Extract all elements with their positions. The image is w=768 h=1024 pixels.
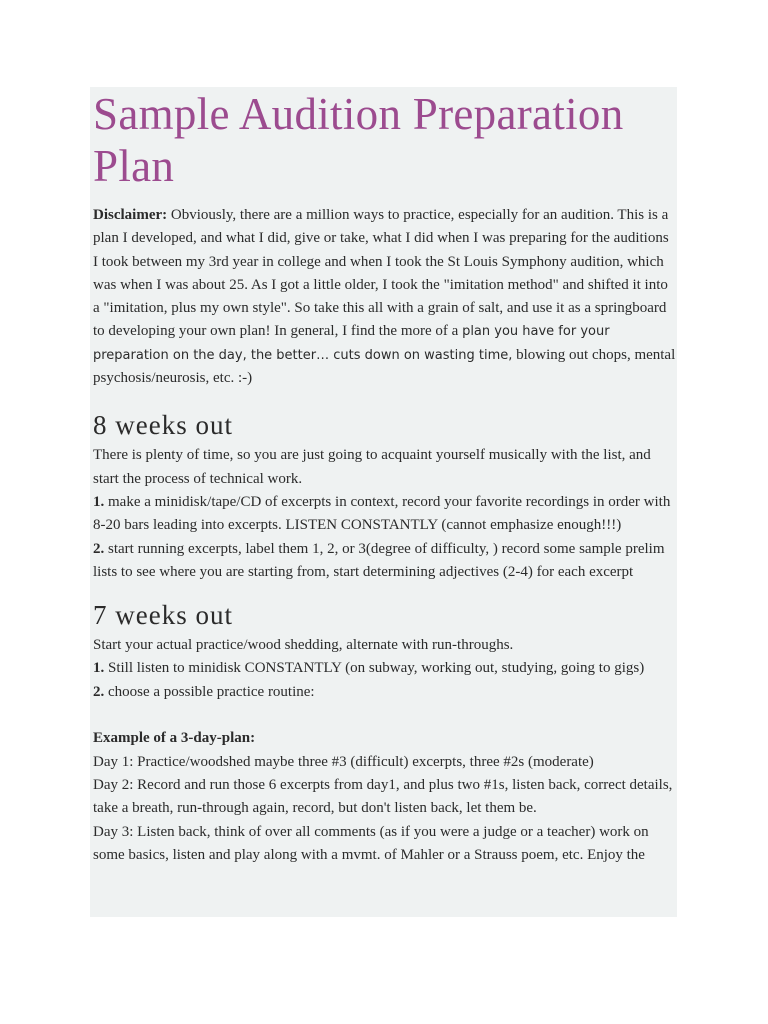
list-item: [93, 657, 677, 680]
list-item-number: 1.: [93, 660, 105, 677]
day-item: Day 2: Record and run those 6 excerpts from day1, and plus two #1s, listen back, correct details, take a breath, run-through again, record, but don't listen back, let them be.: [93, 776, 673, 817]
list-item: [93, 538, 677, 585]
list-item: [93, 681, 677, 704]
disclaimer-text: Obviously, there are a million ways to practice, especially for an audition. This is a plan I developed, and what I did, give or take, what I did when I was preparing for the auditions I took between my 3rd year in college and when I took the St Louis Symphony audition, which was when I was about 25. As I got a little older, I took the "imitation method" and shifted it into a "imitation, plus my own style". So take this all with a grain of salt, and use it as a springboard to developing your own plan! In general, I find the more of a: [93, 207, 669, 340]
list-item-text: start running excerpts, label them 1, 2, or 3(degree of difficulty, ) record some sample prelim lists to see where you are starting from, start determining adjectives (2-4) for each excerpt: [93, 540, 665, 580]
section-8-intro: There is plenty of time, so you are just going to acquaint yourself musically with the list, and start the process of technical work.: [93, 447, 651, 487]
section-7-intro: Start your actual practice/wood shedding, alternate with run-throughs.: [93, 637, 514, 654]
disclaimer-paragraph: [93, 204, 677, 390]
example-title: [93, 727, 677, 750]
disclaimer-label: Disclaimer:: [93, 207, 168, 223]
document-content: [90, 87, 677, 867]
list-item-number: 1.: [93, 493, 105, 510]
section-heading-7-weeks: 7 weeks out: [93, 600, 233, 631]
day-item: Day 1: Practice/woodshed maybe three #3 (difficult) excerpts, three #2s (moderate): [93, 753, 594, 770]
page-title: Sample Audition Preparation Plan: [93, 89, 624, 191]
list-item-text: make a minidisk/tape/CD of excerpts in context, record your favorite recordings in order with 8-20 bars leading into excerpts. LISTEN CONSTANTLY (cannot emphasize enough!!!): [93, 493, 671, 534]
document-page: [90, 87, 677, 917]
list-item-text: Still listen to minidisk CONSTANTLY (on subway, working out, studying, going to gigs): [104, 660, 645, 677]
list-item-number: 2.: [93, 540, 105, 557]
disclaimer-text-end: blowing out chops, mental psychosis/neurosis, etc. :-): [93, 346, 676, 387]
day-item: Day 3: Listen back, think of over all comments (as if you were a judge or a teacher) work on some basics, listen and play along with a mvmt. of Mahler or a Strauss poem, etc. Enjoy the: [93, 823, 649, 863]
section-heading-8-weeks: 8 weeks out: [93, 410, 233, 441]
example-title-text: Example of a 3-day-plan:: [93, 730, 256, 747]
disclaimer-text-sans: plan you have for your preparation on the day, the better… cuts down on wasting time,: [93, 324, 610, 363]
list-item: [93, 491, 677, 538]
list-item-text: choose a possible practice routine:: [104, 683, 315, 700]
list-item-number: 2.: [93, 683, 105, 700]
blank-line: [93, 704, 677, 727]
